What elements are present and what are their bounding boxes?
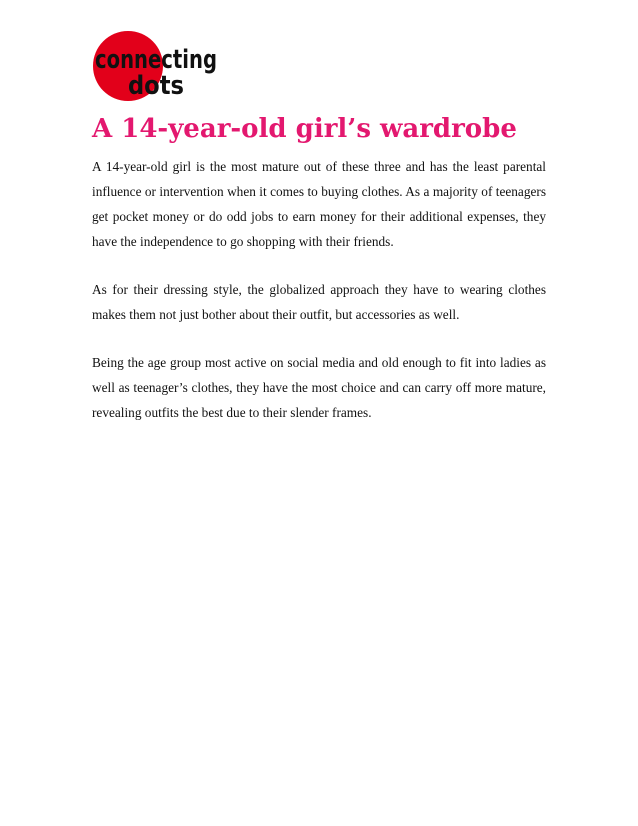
connecting-dots-logo	[92, 30, 222, 102]
paragraph: A 14-year-old girl is the most mature out of these three and has the least parental influence or intervention when it comes to buying clothes. As a majority of teenagers get pocket money or do odd jobs to earn money for their additional expenses, they have the independence to go shopping with their friends.	[92, 159, 546, 249]
logo-graphic	[92, 30, 222, 102]
logo-text-line1: connecting	[95, 45, 217, 75]
logo-text-line2: dots	[128, 71, 184, 101]
body-text	[92, 154, 546, 448]
page-title: A 14-year-old girl’s wardrobe	[92, 114, 517, 144]
paragraph: Being the age group most active on social media and old enough to fit into ladies as well as teenager’s clothes, they have the most choice and can carry off more mature, revealing outfits the best due to their slender frames.	[92, 355, 546, 420]
paragraph: As for their dressing style, the globalized approach they have to wearing clothes makes them not just bother about their outfit, but accessories as well.	[92, 282, 546, 322]
